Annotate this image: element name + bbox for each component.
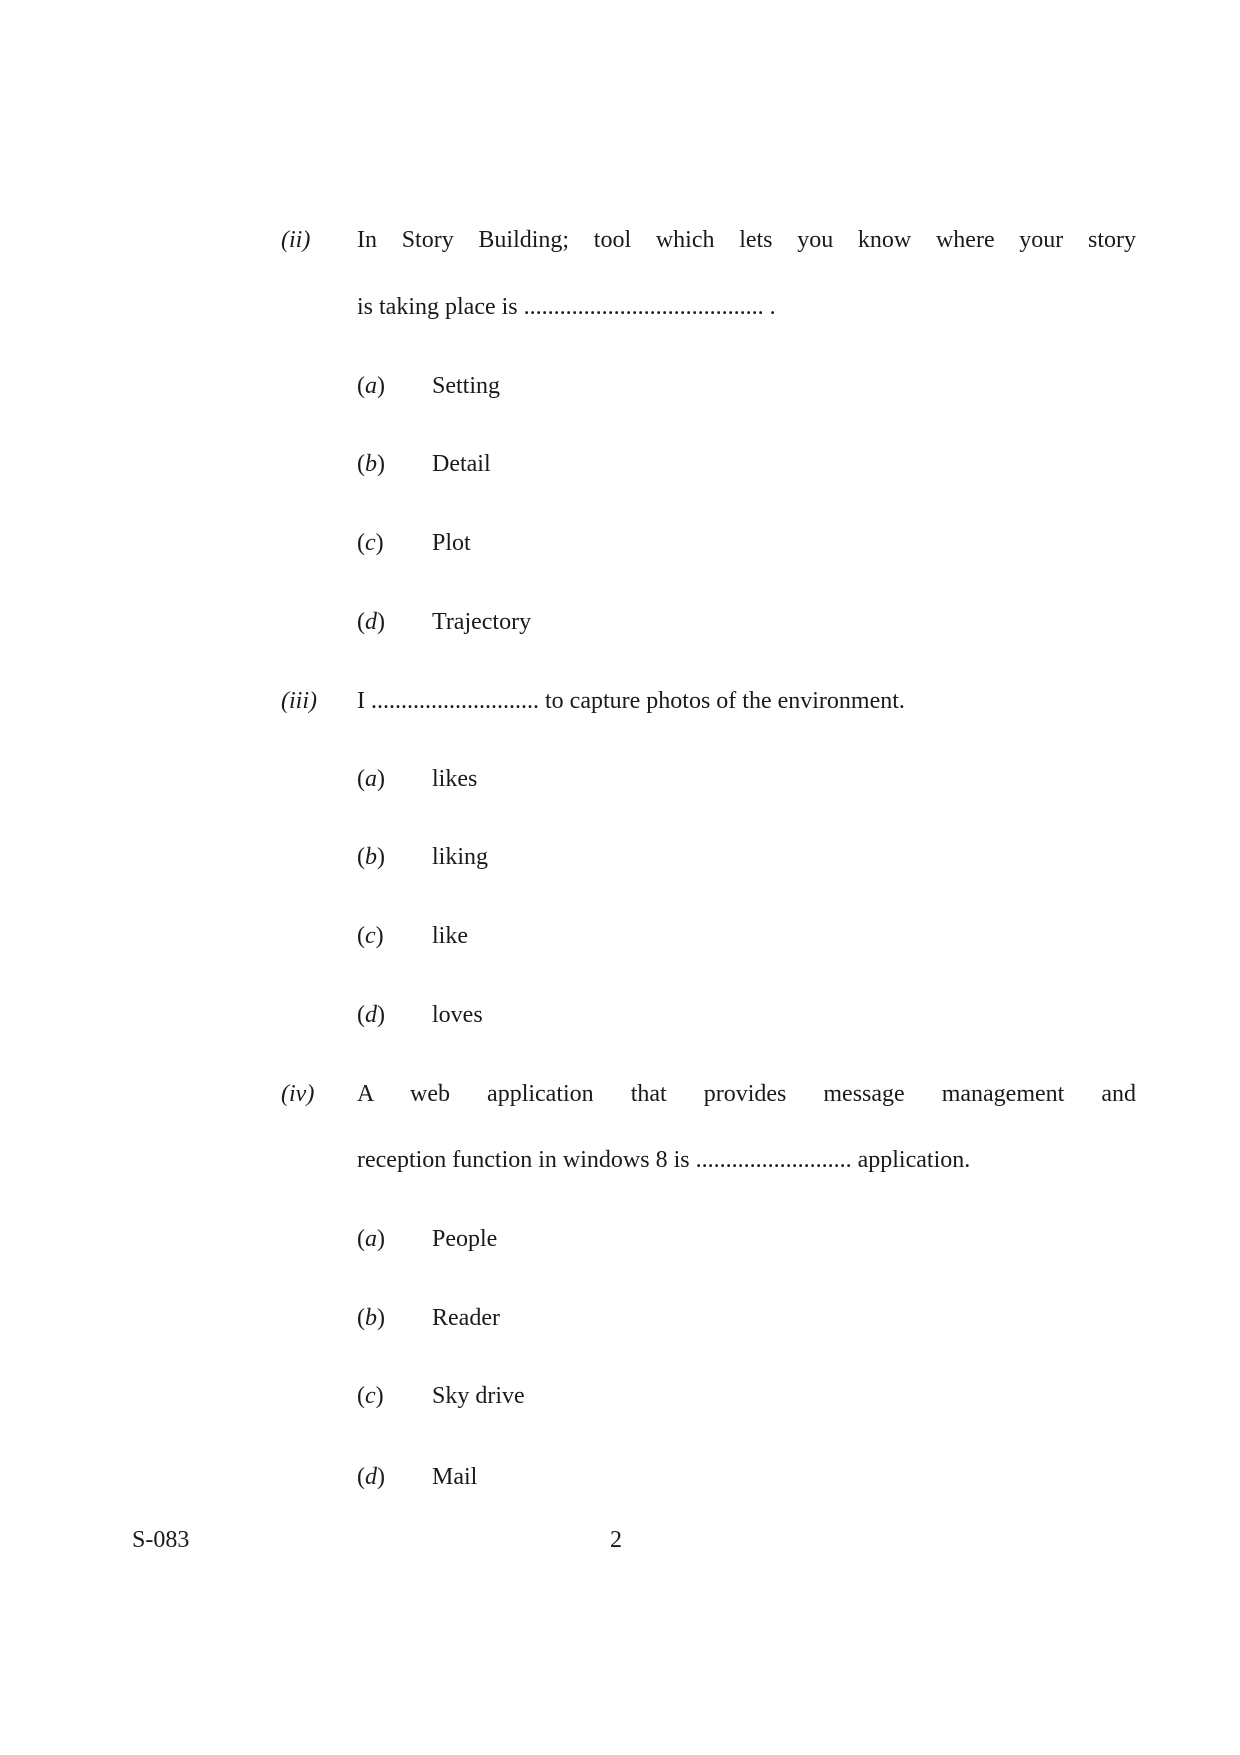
option-text: Trajectory (432, 609, 532, 635)
option-letter: (b) (357, 844, 385, 870)
question-stem-line: In Story Building; tool which lets you know where your story (357, 227, 1136, 253)
option-text: likes (432, 766, 478, 792)
option-text: Plot (432, 530, 471, 556)
option-text: People (432, 1226, 498, 1252)
question-stem-line: reception function in windows 8 is .......................... application. (357, 1147, 971, 1173)
option-letter: (d) (357, 1002, 385, 1028)
paper-code: S-083 (132, 1527, 190, 1553)
option-text: Reader (432, 1305, 500, 1331)
option-text: Sky drive (432, 1383, 525, 1409)
option-letter: (d) (357, 609, 385, 635)
question-number: (iii) (281, 688, 318, 714)
option-letter: (b) (357, 451, 385, 477)
question-stem-line: is taking place is ........................................ . (357, 294, 776, 320)
option-letter: (c) (357, 530, 384, 556)
page-number: 2 (610, 1527, 622, 1553)
question-stem-line: I ............................ to capture photos of the environment. (357, 688, 905, 714)
option-letter: (c) (357, 923, 384, 949)
option-letter: (a) (357, 373, 385, 399)
option-text: liking (432, 844, 489, 870)
option-letter: (a) (357, 766, 385, 792)
option-letter: (a) (357, 1226, 385, 1252)
question-stem-line: A web application that provides message management and (357, 1081, 1136, 1107)
option-text: Mail (432, 1464, 478, 1490)
option-text: Detail (432, 451, 491, 477)
option-text: loves (432, 1002, 483, 1028)
question-number: (iv) (281, 1081, 315, 1107)
option-text: Setting (432, 373, 501, 399)
question-number: (ii) (281, 227, 311, 253)
option-letter: (b) (357, 1305, 385, 1331)
option-letter: (c) (357, 1383, 384, 1409)
option-text: like (432, 923, 468, 949)
option-letter: (d) (357, 1464, 385, 1490)
